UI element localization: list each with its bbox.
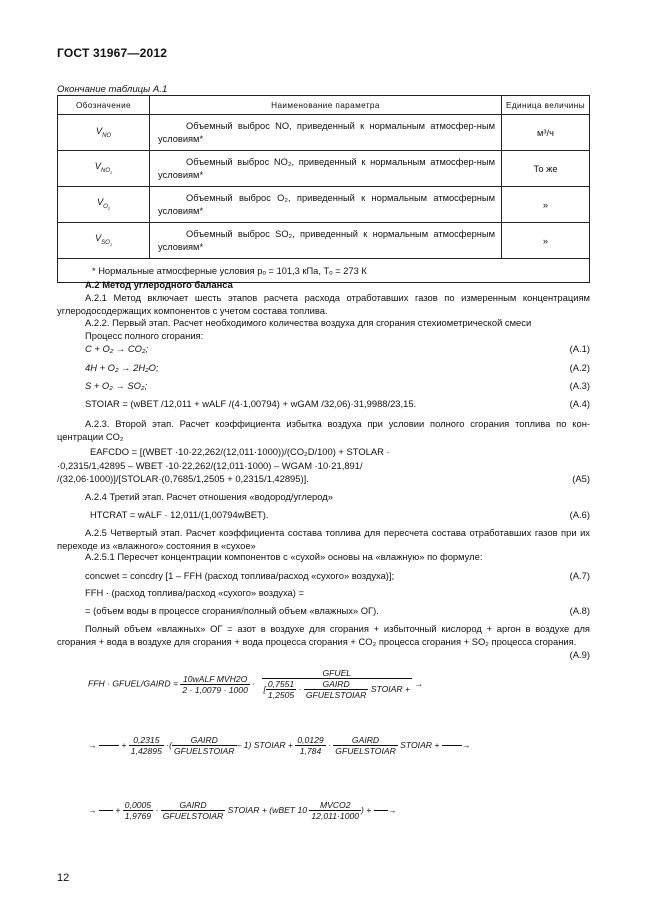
paragraph: А.2.3. Второй этап. Расчет коэффициента избытка воздуха при условии полного сгорания топлива по кон-центрации CO₂	[57, 418, 590, 442]
paragraph: Процесс полного сгорания:	[85, 330, 204, 341]
equation-number: (А.4)	[569, 398, 590, 409]
paragraph: Полный объем «влажных» ОГ = азот в воздухе для сгорания + избыточный кислород + аргон в воздухе для сгорания + вода в воздухе для сгорания + вода процесса сгорания + CO₂ процесса сгорания + SO₂ процесса сгорания.	[57, 623, 590, 647]
paragraph: А.2.5 Четвертый этап. Расчет коэффициента состава топлива для пересчета состава отработавших газов при их переходе из «влажного» состояния в «сухое»	[57, 527, 590, 551]
formula-line-2: → + $\frac{0,2315}{1,42895}$ ·( $\frac{\text{GAIRD}}{\text{GFUELSTOIAR}}$ – 1) STOIAR + $\frac{0,0129}{1,784}$ · $\frac{\text{GAIRD}}{\text{GFUELSTOIAR}}$ STOIAR + →	[88, 735, 471, 756]
row-symbol: $V_{O_2}$	[58, 187, 150, 223]
continuation-arrow-icon: →	[88, 739, 97, 750]
row-unit: То же	[502, 151, 590, 187]
equation-number: (А.6)	[569, 509, 590, 520]
row-name: Объемный выброс SO₂, приведенный к нормальным атмосферным условиям*	[150, 223, 502, 259]
equation-number: (А.2)	[569, 362, 590, 373]
page-number: 12	[57, 872, 70, 884]
formula-fraction: $\frac{\text{GAIRD}}{\text{GFUELSTOIAR}}$	[335, 735, 396, 756]
continuation-arrow-icon: →	[88, 804, 97, 815]
continuation-arrow-icon: →	[387, 804, 397, 815]
row-unit: »	[502, 187, 590, 223]
table-header-row	[58, 96, 590, 115]
row-symbol: $V_{NO}$	[58, 115, 150, 151]
table-row	[58, 115, 590, 151]
table-caption: Окончание таблицы А.1	[57, 84, 168, 95]
row-name: Объемный выброс NO₂, приведенный к нормальным атмосфер-ным условиям*	[150, 151, 502, 187]
formula-line-1: FFH · GFUEL/GAIRD = $\frac{\text{10wALF MVH2O}}{2 \cdot 1,0079 \cdot 1000}$ · GFUEL [ $\frac{0,7551}{1,2505}$ · $\frac{\text{GAIRD}}{\text{GFUELSTOIAR}}$ STOIAR + →	[88, 668, 423, 700]
row-symbol: $V_{SO_2}$	[58, 223, 150, 259]
row-name: Объемный выброс O₂, приведенный к нормальным атмосферным условиям*	[150, 187, 502, 223]
equation-number: (А.7)	[569, 570, 590, 581]
continuation-arrow-icon: →	[414, 678, 423, 689]
formula-fraction: $\frac{0,0129}{1,784}$	[297, 735, 324, 756]
parameters-table	[57, 95, 590, 283]
equation-number: (А.1)	[569, 343, 590, 354]
equation-number: (А5)	[572, 473, 590, 484]
equation-a1: C + O₂ → CO₂;	[85, 343, 149, 354]
col-header-name: Наименование параметра	[150, 96, 502, 115]
row-symbol: $V_{NO_2}$	[58, 151, 150, 187]
document-header: ГОСТ 31967—2012	[57, 46, 168, 60]
equation-a2: 4H + O₂ → 2H₂O;	[85, 362, 159, 373]
equation-a5-line2: ·0,2315/1,42895 – WBET ·10·22,262/(12,011·1000) – WGAM ·10·21,891/	[57, 460, 363, 471]
continuation-arrow-icon: →	[461, 739, 471, 750]
table-row	[58, 187, 590, 223]
table-footnote: * Нормальные атмосферные условия pₒ = 101,3 кПа, Tₒ = 273 К	[58, 259, 590, 283]
paragraph: А.2.1 Метод включает шесть этапов расчета расхода отработавших газов по измеренным концентрациям углеродосодержащих компонентов с учетом состава топлива.	[57, 292, 590, 316]
formula-fraction: $\frac{0,2315}{1,42895}$	[130, 735, 162, 756]
equation-a8-line2: = (объем воды в процессе сгорания/полный объем «влажных» ОГ).	[85, 605, 379, 616]
equation-a7: concwet = concdry [1 – FFH (расход топлива/расход «сухого» воздуха)];	[85, 570, 395, 581]
formula-fraction: $\frac{\text{GAIRD}}{\text{GFUELSTOIAR}}$	[305, 679, 367, 700]
equation-number: (А.8)	[569, 605, 590, 616]
equation-a5-line3: /(32,06·1000)]/[STOLAR·(0,7685/1,2505 + 0,2315/1,42895)].	[57, 473, 309, 484]
equation-number: (А.3)	[569, 380, 590, 391]
formula-fraction: $\frac{\text{GAIRD}}{\text{GFUELSTOIAR}}$	[162, 800, 224, 821]
table-row	[58, 223, 590, 259]
formula-lhs: FFH · GFUEL/GAIRD =	[88, 678, 179, 689]
equation-a3: S + O₂ → SO₂;	[85, 380, 148, 391]
formula-fraction: $\frac{\text{GAIRD}}{\text{GFUELSTOIAR}}$	[174, 735, 235, 756]
equation-a6: HTCRAT = wALF · 12,011/(1,00794wBET).	[90, 509, 269, 520]
formula-line-3: → + $\frac{0,0005}{1,9769}$ · $\frac{\text{GAIRD}}{\text{GFUELSTOIAR}}$ STOIAR + (wBET 10 $\frac{\text{MVCO2}}{12,011\cdot 1000}$ ) + →	[88, 800, 397, 821]
row-name: Объемный выброс NO, приведенный к нормальным атмосфер-ным условиям*	[150, 115, 502, 151]
col-header-symbol: Обозначение	[58, 96, 150, 115]
formula-fraction: $\frac{0,0005}{1,9769}$	[124, 800, 152, 821]
row-unit: »	[502, 223, 590, 259]
formula-fraction: $\frac{\text{10wALF MVH2O}}{2 \cdot 1,0079 \cdot 1000}$	[182, 673, 248, 695]
row-unit: м³/ч	[502, 115, 590, 151]
equation-number: (А.9)	[569, 649, 590, 660]
formula-fraction: $\frac{\text{MVCO2}}{12,011\cdot 1000}$	[311, 800, 360, 821]
paragraph: А.2.4 Третий этап. Расчет отношения «водород/углерод»	[85, 491, 333, 502]
formula-fraction: $\frac{0,7551}{1,2505}$	[267, 679, 295, 700]
paragraph: А.2.5.1 Пересчет концентрации компонентов с «сухой» основы на «влажную» по формуле:	[85, 551, 483, 562]
equation-a5-line1: EAFCDO = [(WBET ·10·22,262/(12,011·1000))/(CO₂D/100) + STOLAR ·	[90, 446, 390, 457]
col-header-unit: Единица величины	[502, 96, 590, 115]
formula-fraction: GFUEL [ $\frac{0,7551}{1,2505}$ · $\frac{\text{GAIRD}}{\text{GFUELSTOIAR}}$ STOIAR +	[263, 668, 410, 700]
equation-a8-line1: FFH · (расход топлива/расход «сухого» воздуха) =	[85, 587, 304, 598]
equation-a4: STOIAR = (wBET /12,011 + wALF /(4·1,00794) + wGAM /32,06)·31,9988/23,15.	[85, 398, 417, 409]
section-title: А.2 Метод углеродного баланса	[85, 279, 233, 290]
table-row	[58, 151, 590, 187]
paragraph: А.2.2. Первый этап. Расчет необходимого количества воздуха для сгорания стехиометрической смеси	[85, 317, 532, 328]
